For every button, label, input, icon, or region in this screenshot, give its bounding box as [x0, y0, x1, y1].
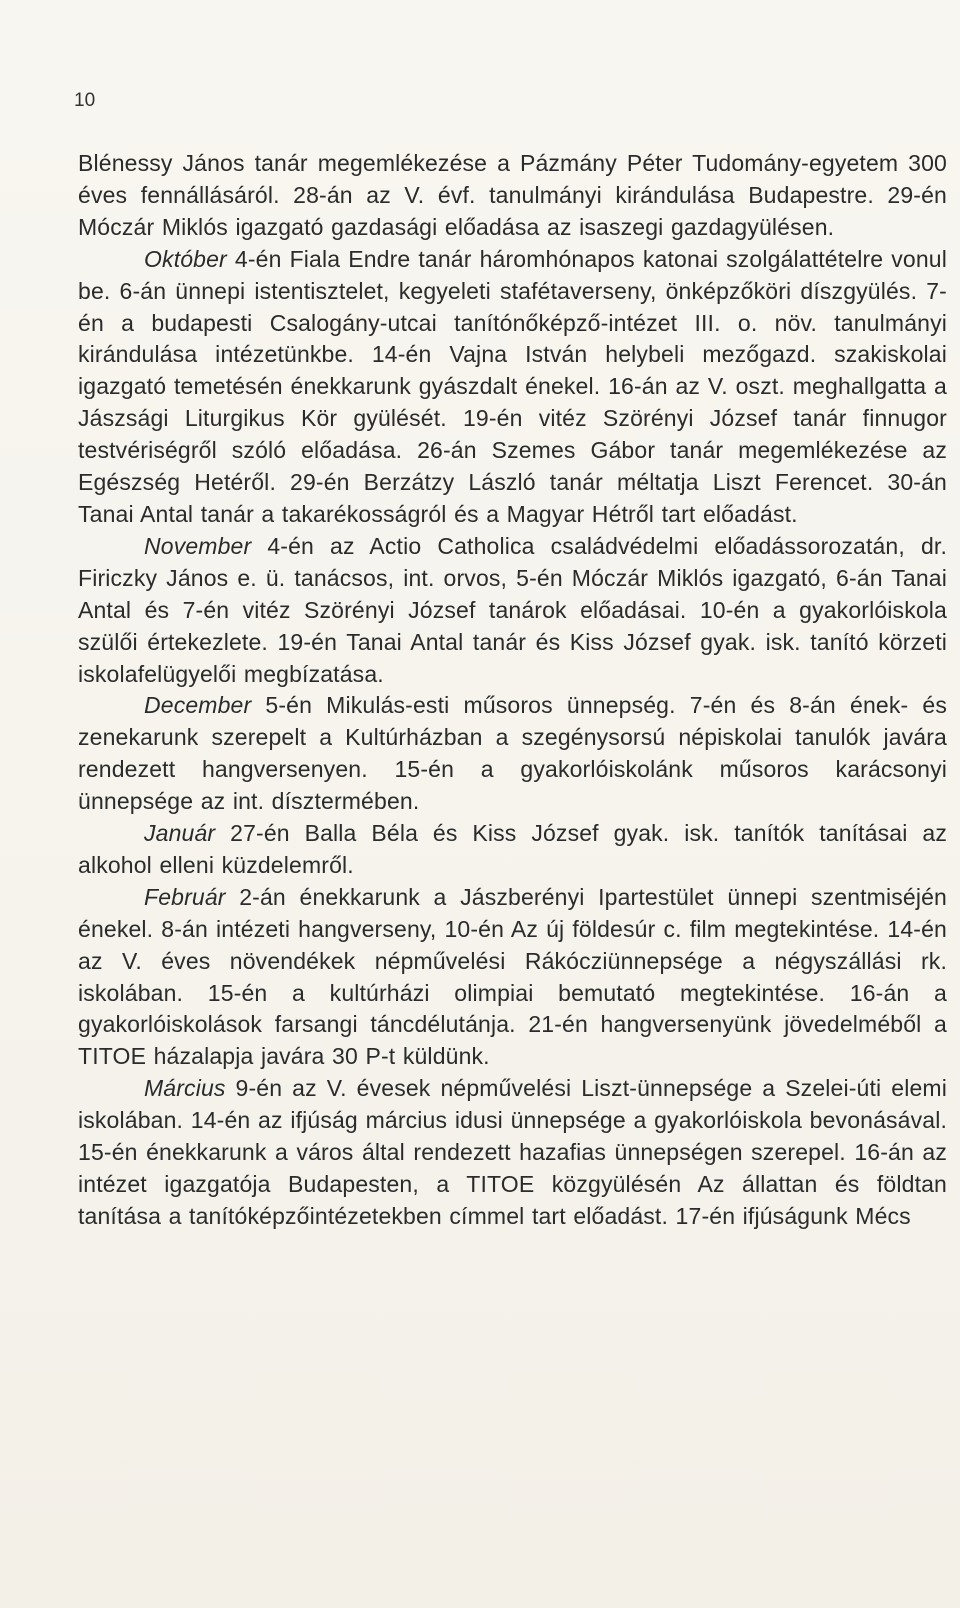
month-heading: Október — [144, 245, 227, 272]
month-heading: November — [144, 532, 252, 559]
month-heading: Február — [144, 883, 226, 910]
paragraph-text: 27-én Balla Béla és Kiss József gyak. isk. tanítók tanításai az alkohol elleni küzdelemről. — [78, 820, 947, 878]
month-heading: Március — [144, 1075, 226, 1102]
paragraph-text: 5-én Mikulás-esti műsoros ünnepség. 7-én és 8-án ének- és zenekarunk szerepelt a Kultúrházban a szegénysorsú népiskolai tanulók javára rendezett hangversenyen. 15-én a gyakorlóiskolánk műsoros karácsonyi ünnepsége az int. dísztermében. — [78, 692, 947, 815]
paragraph-text: 2-án énekkarunk a Jászberényi Ipartestület ünnepi szentmiséjén énekel. 8-án intézeti hangverseny, 10-én Az új földesúr c. film megtekintése. 14-én az V. éves növendékek népművelési Rákócziünnepsége a négyszállási rk. iskolában. 15-én a kultúrházi olimpiai bemutató megtekintése. 16-án a gyakorlóiskolások farsangi táncdélutánja. 21-én hangversenyünk jövedelméből a TITOE házalapja javára 30 P-t küldünk. — [78, 883, 947, 1070]
paragraph-february — [78, 882, 947, 1073]
paragraph-text: 9-én az V. évesek népművelési Liszt-ünnepsége a Szelei-úti elemi iskolában. 14-én az ifjúság március idusi ünnepsége a gyakorlóiskola bevonásával. 15-én énekkarunk a város által rendezett hazafias ünnepségen szerepel. 16-án az intézet igazgatója Budapesten, a TITOE közgyülésén Az állattan és földtan tanítása a tanítóképzőintézetekben címmel tart előadást. 17-én ifjúságunk Mécs — [78, 1075, 947, 1229]
paragraph-intro — [78, 148, 947, 244]
month-heading: December — [144, 692, 252, 719]
body-text — [78, 148, 947, 1233]
paragraph-january — [78, 818, 947, 882]
paragraph-december — [78, 690, 947, 818]
paragraph-text: 4-én Fiala Endre tanár háromhónapos katonai szolgálattételre vonul be. 6-án ünnepi istentisztelet, kegyeleti stafétaverseny, önképzőköri díszgyülés. 7-én a budapesti Csalogány-utcai tanítónőképző-intézet III. o. növ. tanulmányi kirándulása intézetünkbe. 14-én Vajna István helybeli mezőgazd. szakiskolai igazgató temetésén énekkarunk gyászdalt énekel. 16-án az V. oszt. meghallgatta a Jászsági Liturgikus Kör gyülését. 19-én vitéz Szörényi József tanár finnugor testvériségről szóló előadása. 26-án Szemes Gábor tanár megemlékezése az Egészség Hetéről. 29-én Berzátzy László tanár méltatja Liszt Ferencet. 30-án Tanai Antal tanár a takarékosságról és a Magyar Hétről tart előadást. — [78, 245, 947, 527]
paragraph-text: 4-én az Actio Catholica családvédelmi előadássorozatán, dr. Firiczky János e. ü. tanácsos, int. orvos, 5-én Móczár Miklós igazgató, 6-án Tanai Antal és 7-én vitéz Szörényi József tanárok előadásai. 10-én a gyakorlóiskola szülői értekezlete. 19-én Tanai Antal tanár és Kiss József gyak. isk. tanító körzeti iskolafelügyelői megbízatása. — [78, 532, 947, 687]
paragraph-text: Blénessy János tanár megemlékezése a Pázmány Péter Tudomány-egyetem 300 éves fennállásáról. 28-án az V. évf. tanulmányi kirándulása Budapestre. 29-én Móczár Miklós igazgató gazdasági előadása az isaszegi gazdagyülésen. — [78, 150, 947, 240]
paragraph-october — [78, 244, 947, 531]
paragraph-november — [78, 531, 947, 691]
month-heading: Január — [144, 820, 216, 847]
paragraph-march — [78, 1073, 947, 1233]
page-number: 10 — [74, 90, 96, 111]
